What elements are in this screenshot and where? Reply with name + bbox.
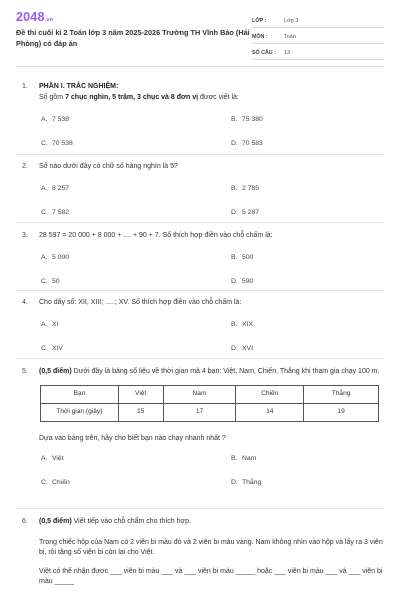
question-number: 4. bbox=[22, 299, 28, 306]
section-title: PHẦN I. TRẮC NGHIỆM: bbox=[39, 83, 119, 90]
option-d[interactable]: D. 70 583 bbox=[231, 139, 263, 147]
question-divider bbox=[16, 290, 384, 291]
question-text: (0,5 điểm) Dưới đây là bảng số liệu về thời gian mà 4 bạn: Việt, Nam, Chiến, Thắng khi tham gia chạy 100 m. bbox=[39, 368, 380, 375]
info-row-subject bbox=[252, 28, 384, 44]
header-divider bbox=[16, 66, 384, 67]
question-divider bbox=[16, 508, 384, 509]
info-value: Lớp 3 bbox=[284, 17, 299, 24]
question-subtext: Dựa vào bảng trên, hãy cho biết bạn nào chạy nhanh nhất ? bbox=[39, 435, 226, 443]
fill-in-blank-text[interactable]: Việt có thể nhận được ___ viên bi màu ___ và ___ viên bi màu _____ hoặc ___ viên bi màu ___ và ___ viên bi màu _____ bbox=[39, 568, 383, 585]
option-c[interactable]: C. Chiến bbox=[41, 478, 70, 486]
table-cell: 17 bbox=[163, 404, 236, 422]
question-6 bbox=[16, 517, 384, 586]
option-a[interactable]: A. 7 538 bbox=[41, 115, 70, 123]
question-text: Cho dãy số: XII, XIII; .....; XV. Số thích hợp điền vào chỗ chấm là: bbox=[39, 299, 242, 306]
info-value: 13 bbox=[284, 49, 291, 56]
table-cell: 14 bbox=[236, 404, 304, 422]
option-c[interactable]: C. 7 582 bbox=[41, 209, 70, 217]
question-number: 1. bbox=[22, 83, 28, 90]
table-row bbox=[41, 404, 379, 422]
option-b[interactable]: B. 75 380 bbox=[231, 115, 263, 123]
page-title: Đề thi cuối kì 2 Toán lớp 3 năm 2025-2026 Trường TH Vĩnh Bảo (Hải Phòng) có đáp án bbox=[16, 28, 250, 48]
table-cell: Thời gian (giây) bbox=[41, 404, 119, 422]
option-b[interactable]: B. Nam bbox=[231, 454, 257, 462]
exam-info-box bbox=[252, 12, 384, 60]
question-text: Số nào dưới đây có chữ số hàng nghìn là 5? bbox=[39, 163, 178, 170]
option-d[interactable]: D. XVI bbox=[231, 345, 253, 353]
info-key: MÔN : bbox=[252, 33, 268, 40]
info-key: LỚP : bbox=[252, 17, 267, 24]
table-cell: Nam bbox=[163, 386, 236, 404]
option-a[interactable]: A. XI bbox=[41, 321, 59, 329]
info-key: SỐ CÂU : bbox=[252, 49, 276, 56]
option-a[interactable]: A. 8 257 bbox=[41, 185, 70, 193]
question-3 bbox=[16, 231, 384, 297]
option-b[interactable]: B. 500 bbox=[231, 254, 254, 262]
option-d[interactable]: D. 590 bbox=[231, 278, 254, 286]
question-number: 2. bbox=[22, 163, 28, 170]
running-time-table bbox=[40, 385, 379, 422]
question-4 bbox=[16, 298, 384, 364]
question-paragraph: Trong chiếc hộp của Nam có 2 viên bi màu đỏ và 2 viên bi màu vàng. Nam không nhìn vào hộp và lấy ra 3 viên bi, rồi tặng số viên bi còn lại cho Việt. bbox=[39, 539, 383, 556]
table-cell: Việt bbox=[118, 386, 163, 404]
question-divider bbox=[16, 222, 384, 223]
question-text: (0,5 điểm) Viết tiếp vào chỗ chấm cho thích hợp. bbox=[39, 518, 191, 525]
logo-text: 2048 bbox=[16, 10, 45, 24]
option-d[interactable]: D. Thắng bbox=[231, 478, 262, 486]
option-b[interactable]: B. XIX bbox=[231, 321, 253, 329]
question-number: 3. bbox=[22, 232, 28, 239]
question-number: 5. bbox=[22, 368, 28, 375]
logo-tld: .vn bbox=[44, 17, 54, 23]
table-header-row bbox=[41, 386, 379, 404]
info-value: Toán bbox=[284, 33, 296, 40]
option-c[interactable]: C. 70 538 bbox=[41, 139, 73, 147]
question-divider bbox=[16, 154, 384, 155]
question-1 bbox=[16, 82, 384, 159]
option-b[interactable]: B. 2 785 bbox=[231, 185, 260, 193]
question-text: 28 597 = 20 000 + 8 000 + .... + 90 + 7. Số thích hợp điền vào chỗ chấm là: bbox=[39, 232, 273, 239]
info-row-count bbox=[252, 44, 384, 60]
question-number: 6. bbox=[22, 518, 28, 525]
question-5 bbox=[16, 367, 384, 498]
site-logo[interactable] bbox=[16, 9, 53, 26]
table-cell: Thắng bbox=[304, 386, 379, 404]
table-cell: 15 bbox=[118, 404, 163, 422]
question-text: Số gồm 7 chục nghìn, 5 trăm, 3 chục và 8 đơn vị được viết là: bbox=[39, 94, 239, 102]
option-a[interactable]: A. Việt bbox=[41, 454, 64, 462]
option-c[interactable]: C. XIV bbox=[41, 345, 63, 353]
option-d[interactable]: D. 5 287 bbox=[231, 209, 260, 217]
info-row-class bbox=[252, 12, 384, 28]
question-2 bbox=[16, 162, 384, 228]
question-divider bbox=[16, 358, 384, 359]
option-c[interactable]: C. 50 bbox=[41, 278, 60, 286]
option-a[interactable]: A. 5 000 bbox=[41, 254, 70, 262]
table-cell: Chiến bbox=[236, 386, 304, 404]
table-cell: Bạn bbox=[41, 386, 119, 404]
table-cell: 19 bbox=[304, 404, 379, 422]
